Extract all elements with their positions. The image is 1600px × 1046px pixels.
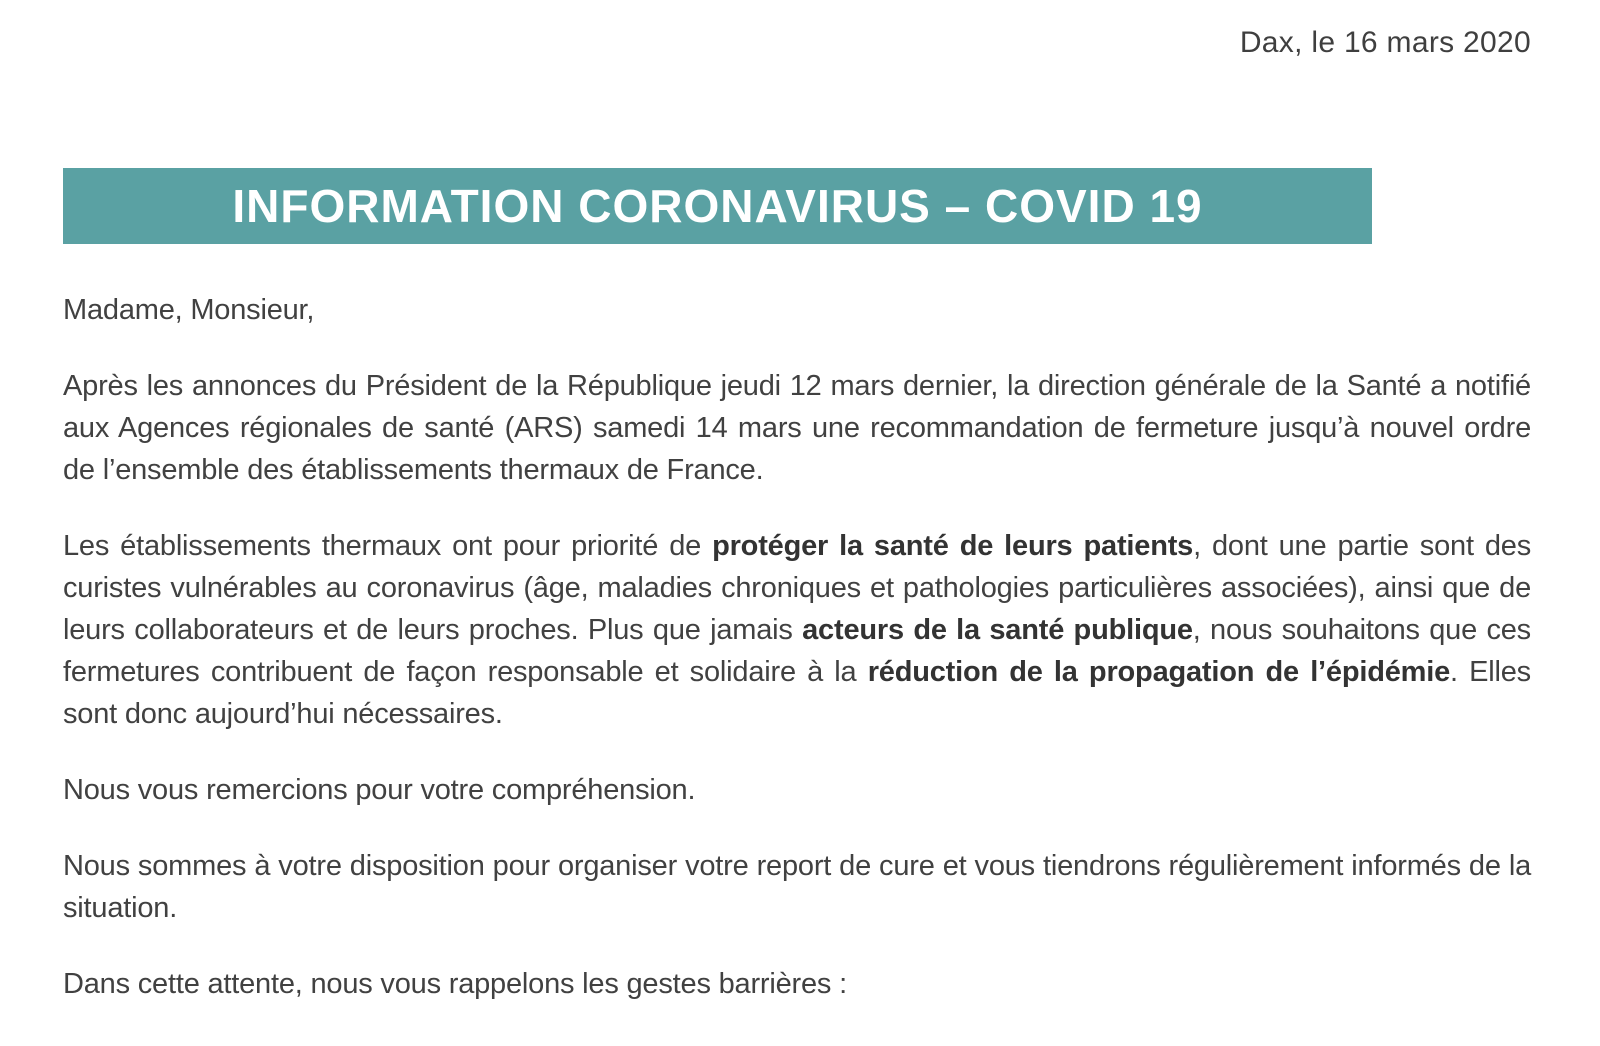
bold-text-segment: réduction de la propagation de l’épidémie [867,656,1451,688]
salutation: Madame, Monsieur, [63,294,315,326]
text-segment: , dont une partie sont des curistes vulnérables au coronavirus (âge, maladies chroniques et pathologies particulières associées), ainsi que de leurs collaborateurs et de leurs proches. Plus que jamais [63,530,1531,646]
text-segment: Les établissements thermaux ont pour priorité de [63,530,713,562]
text-segment: , nous souhaitons que ces fermetures contribuent de façon responsable et solidaire à la [63,614,1531,688]
bold-text-segment: acteurs de la santé publique [802,614,1193,646]
paragraph [63,845,1531,929]
text-segment: Après les annonces du Président de la République jeudi 12 mars dernier, la direction générale de la Santé a notifié aux Agences régionales de santé (ARS) samedi 14 mars une recommandation de fermeture jusqu’à nouvel ordre de l’ensemble des établissements thermaux de France. [63,370,1531,486]
title-banner [63,168,1372,244]
text-segment: Nous vous remercions pour votre compréhension. [63,774,696,806]
bold-text-segment: protéger la santé de leurs patients [712,530,1194,562]
paragraph [63,365,1531,491]
date-line: Dax, le 16 mars 2020 [1239,26,1531,59]
paragraph [63,769,1531,811]
paragraph [63,963,1531,1005]
text-segment: Dans cette attente, nous vous rappelons les gestes barrières : [63,968,847,1000]
banner-title: INFORMATION CORONAVIRUS – COVID 19 [232,180,1203,232]
paragraph [63,525,1531,735]
text-segment: . Elles sont donc aujourd’hui nécessaires. [63,656,1531,730]
text-segment: Nous sommes à votre disposition pour organiser votre report de cure et vous tiendrons régulièrement informés de la situation. [63,850,1531,924]
letter-body [63,289,1531,1005]
